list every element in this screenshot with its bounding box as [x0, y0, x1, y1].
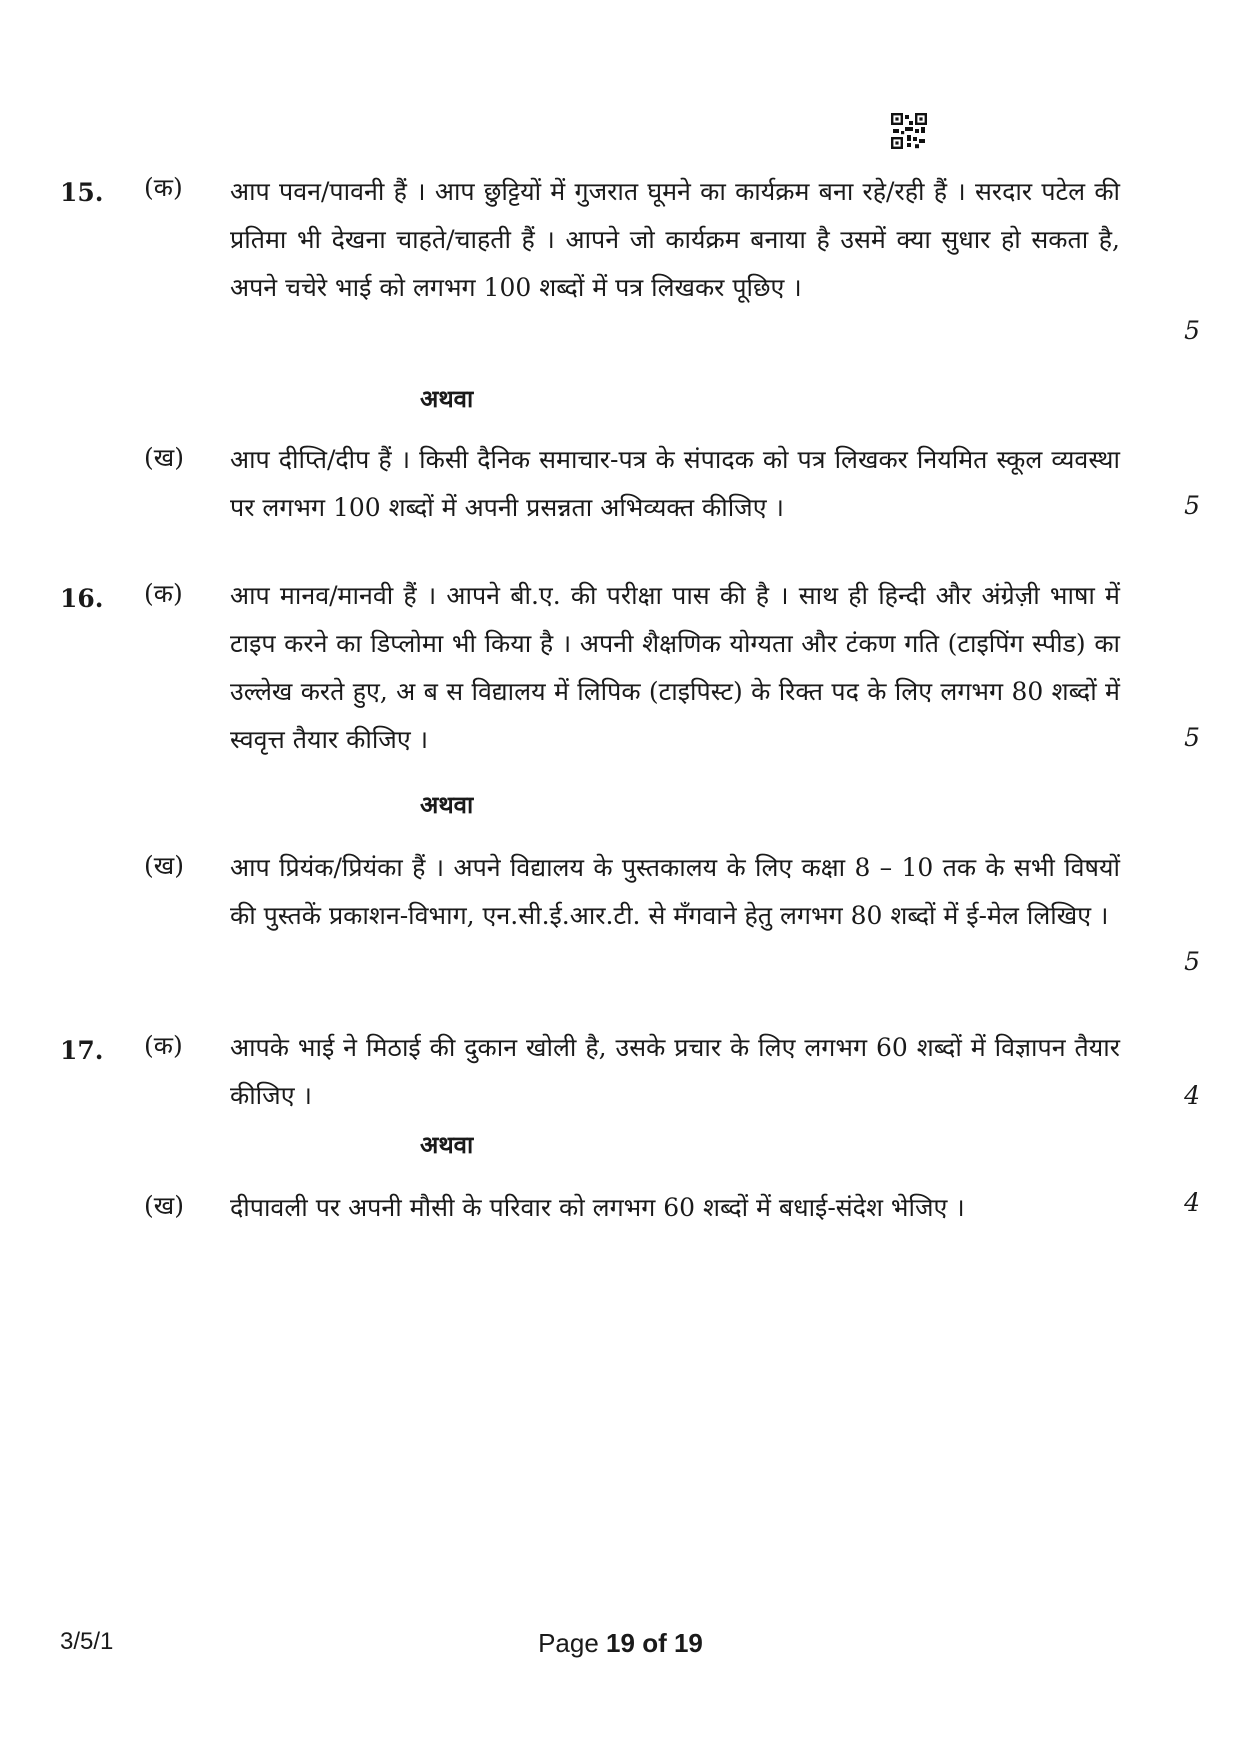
- or-label: अथवा: [420, 1130, 474, 1159]
- option-ka-label: (क): [144, 579, 183, 608]
- option-kha-label: (ख): [144, 851, 184, 880]
- question-text: आप प्रियंक/प्रियंका हैं । अपने विद्यालय के पुस्तकालय के लिए कक्षा 8 – 10 तक के सभी विषयों की पुस्तकें प्रकाशन-विभाग, एन.सी.ई.आर.टी. से मँगवाने हेतु लगभग 80 शब्दों में ई-मेल लिखिए ।: [230, 853, 1120, 930]
- page-prefix: Page: [538, 1628, 607, 1658]
- marks: 4: [1184, 1081, 1200, 1110]
- page-current: 19: [606, 1628, 635, 1658]
- option-ka-label: (क): [144, 173, 183, 202]
- option-kha-label: (ख): [144, 443, 184, 472]
- option-ka-label: (क): [144, 1031, 183, 1060]
- marks: 5: [1184, 947, 1200, 976]
- question-text: आप मानव/मानवी हैं । आपने बी.ए. की परीक्षा पास की है । साथ ही हिन्दी और अंग्रेज़ी भाषा में टाइप करने का डिप्लोमा भी किया है । अपनी शैक्षणिक योग्यता और टंकण गति (टाइपिंग स्पीड) का उल्लेख करते हुए, अ ब स विद्यालय में लिपिक (टाइपिस्ट) के रिक्त पद के लिए लगभग 80 शब्दों में स्ववृत्त तैयार कीजिए ।: [230, 581, 1120, 754]
- or-label: अथवा: [420, 790, 474, 819]
- marks: 5: [1184, 491, 1200, 520]
- question-text: दीपावली पर अपनी मौसी के परिवार को लगभग 60 शब्दों में बधाई-संदेश भेजिए ।: [230, 1193, 965, 1222]
- question-number: 17.: [60, 1036, 104, 1065]
- page-number: [0, 1628, 1241, 1659]
- question-text: आप पवन/पावनी हैं । आप छुट्टियों में गुजरात घूमने का कार्यक्रम बना रहे/रही हैं । सरदार पटेल की प्रतिमा भी देखना चाहते/चाहती हैं । आपने जो कार्यक्रम बनाया है उसमें क्या सुधार हो सकता है, अपने चचेरे भाई को लगभग 100 शब्दों में पत्र लिखकर पूछिए ।: [230, 177, 1120, 302]
- page-of: of: [634, 1628, 674, 1658]
- qr-code-icon: [891, 113, 927, 149]
- marks: 5: [1184, 723, 1200, 752]
- option-kha-label: (ख): [144, 1191, 184, 1220]
- question-number: 16.: [60, 584, 104, 613]
- marks: 4: [1184, 1188, 1200, 1217]
- question-text: आपके भाई ने मिठाई की दुकान खोली है, उसके प्रचार के लिए लगभग 60 शब्दों में विज्ञापन तैयार कीजिए ।: [230, 1033, 1120, 1110]
- page-total: 19: [673, 1628, 703, 1658]
- paper-code: 3/5/1: [60, 1628, 114, 1655]
- or-label: अथवा: [420, 384, 474, 413]
- question-text: आप दीप्ति/दीप हैं । किसी दैनिक समाचार-पत्र के संपादक को पत्र लिखकर नियमित स्कूल व्यवस्था पर लगभग 100 शब्दों में अपनी प्रसन्नता अभिव्यक्त कीजिए ।: [230, 445, 1120, 522]
- marks: 5: [1184, 316, 1200, 345]
- question-number: 15.: [60, 178, 104, 207]
